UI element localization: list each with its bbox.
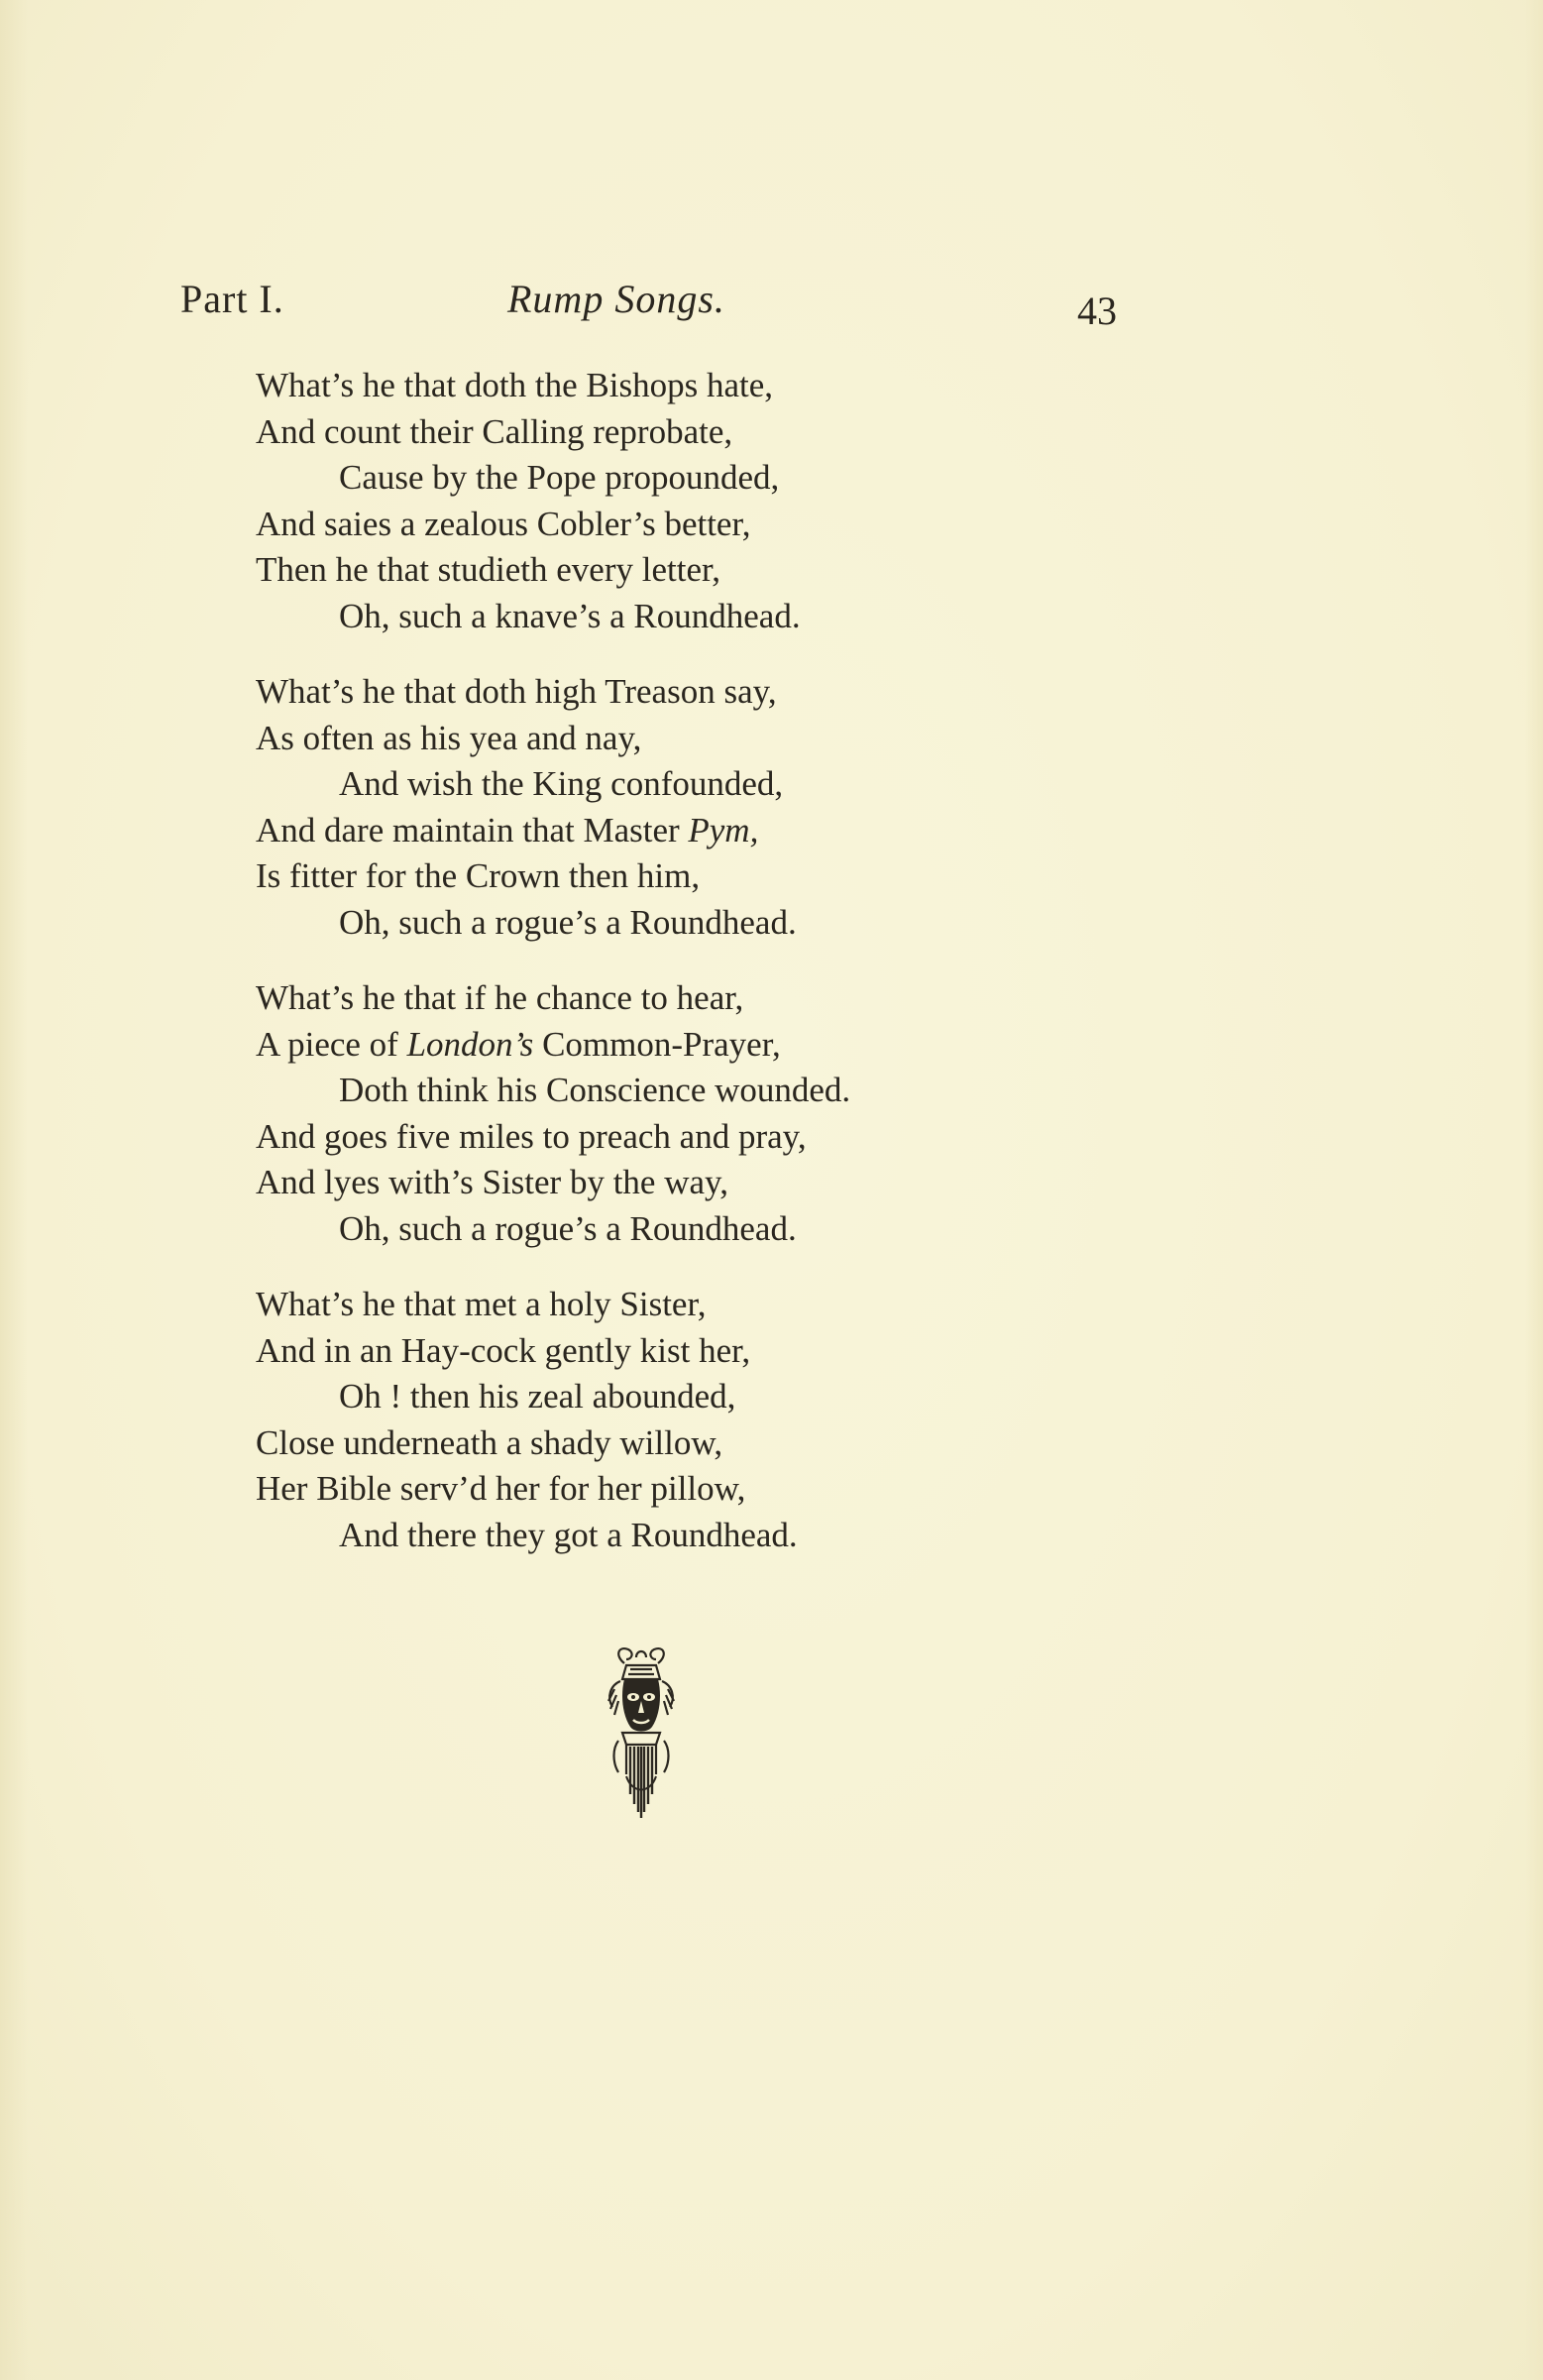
- poem-line: Oh, such a rogue’s a Roundhead.: [339, 902, 797, 942]
- poem-line: And there they got a Roundhead.: [339, 1515, 798, 1554]
- poem-line: Her Bible serv’d her for her pillow,: [256, 1469, 746, 1508]
- poem-line: [256, 808, 1009, 854]
- line-text: Common-Prayer,: [533, 1024, 781, 1064]
- part-label: Part I.: [180, 277, 284, 321]
- stanza: [256, 975, 1009, 1252]
- poem-line: As often as his yea and nay,: [256, 718, 642, 757]
- line-italic-text: London’s: [406, 1024, 534, 1064]
- poem-line: Cause by the Pope propounded,: [339, 458, 780, 497]
- poem-line: And in an Hay-cock gently kist her,: [256, 1330, 751, 1370]
- poem-body: [256, 363, 1009, 1588]
- poem-line: What’s he that doth high Treason say,: [256, 672, 777, 711]
- poem-line: What’s he that if he chance to hear,: [256, 978, 744, 1017]
- poem-line: And wish the King confounded,: [339, 764, 784, 803]
- poem-line: Then he that studieth every letter,: [256, 550, 720, 589]
- stanza: [256, 363, 1009, 639]
- running-title: Rump Songs.: [507, 277, 725, 321]
- page-edge-shadow: [1525, 0, 1543, 2380]
- poem-line: Oh, such a knave’s a Roundhead.: [339, 596, 801, 635]
- poem-line: And lyes with’s Sister by the way,: [256, 1163, 728, 1201]
- line-italic-text: Pym,: [688, 810, 759, 850]
- stanza: [256, 1282, 1009, 1558]
- tailpiece-mask-ornament-icon: [597, 1645, 686, 1824]
- poem-line: Oh, such a rogue’s a Roundhead.: [339, 1208, 797, 1248]
- running-header: [180, 268, 1132, 337]
- line-text: A piece of: [256, 1024, 407, 1064]
- poem-line: And goes five miles to preach and pray,: [256, 1116, 807, 1156]
- spine-shadow: [0, 0, 28, 2380]
- page-number: 43: [1077, 288, 1117, 333]
- poem-line: Oh ! then his zeal abounded,: [339, 1377, 736, 1416]
- stanza: [256, 669, 1009, 946]
- poem-line: [256, 1022, 1009, 1069]
- poem-line: Close underneath a shady willow,: [256, 1422, 723, 1462]
- line-text: And dare maintain that Master: [256, 810, 689, 850]
- poem-line: Is fitter for the Crown then him,: [256, 856, 701, 895]
- poem-line: What’s he that doth the Bishops hate,: [256, 366, 773, 404]
- poem-line: Doth think his Conscience wounded.: [339, 1071, 851, 1109]
- poem-line: And count their Calling reprobate,: [256, 411, 733, 451]
- poem-line: What’s he that met a holy Sister,: [256, 1285, 707, 1323]
- poem-line: And saies a zealous Cobler’s better,: [256, 504, 751, 543]
